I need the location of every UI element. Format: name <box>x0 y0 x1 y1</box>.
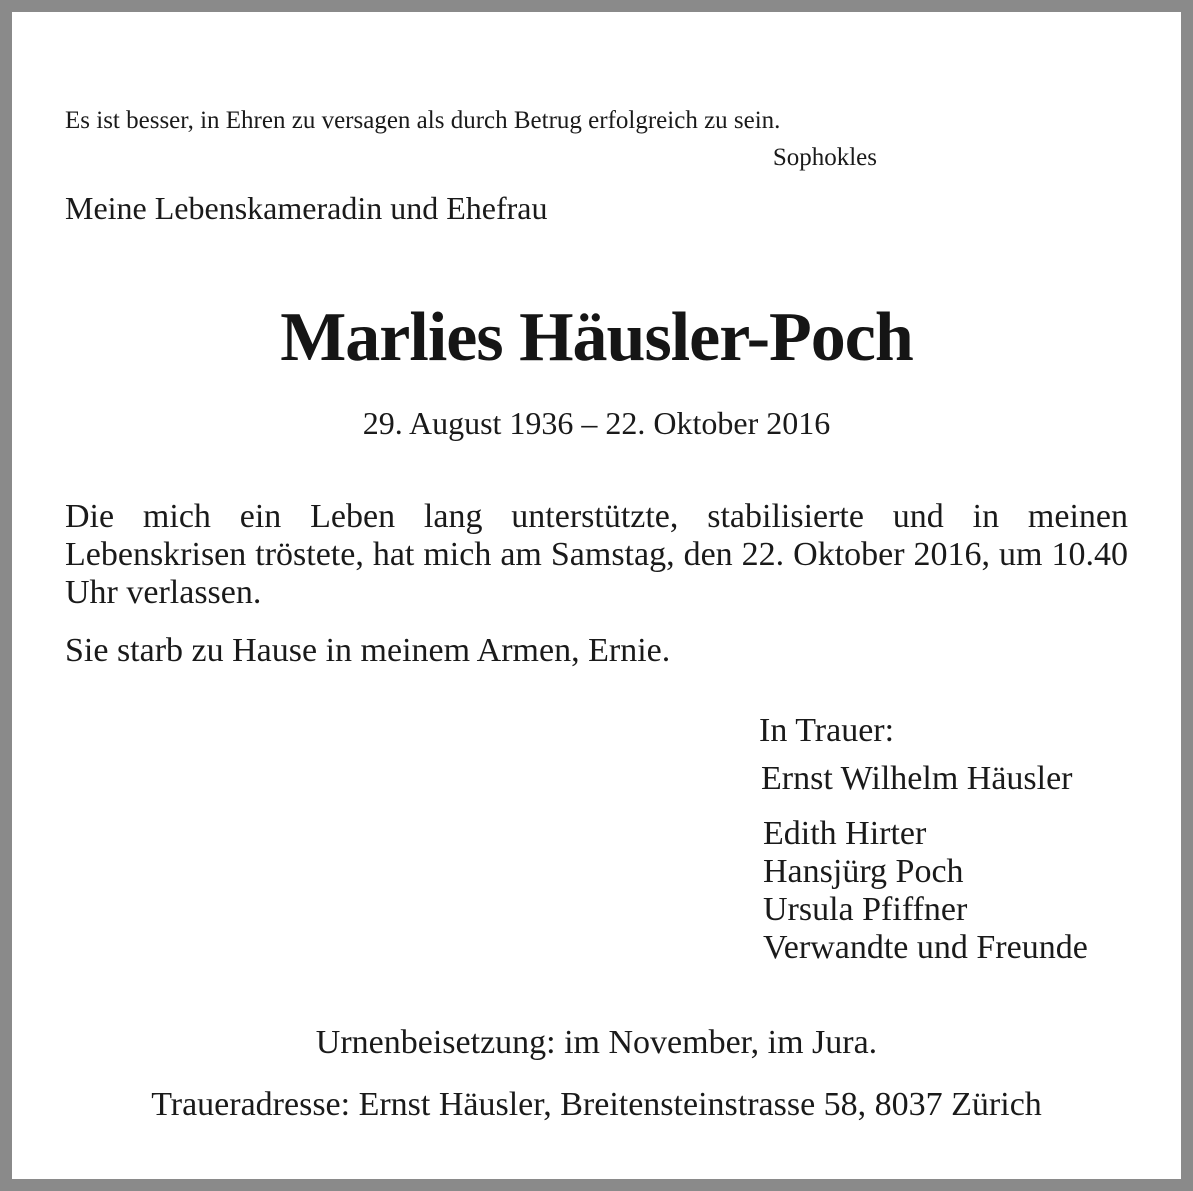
body-paragraph-1: Die mich ein Leben lang unterstützte, stabilisierte und in meinen Lebenskrisen tröstete, hat mich am Samstag, den 22. Oktober 2016, um 10.40 Uhr verlassen. <box>65 498 1128 611</box>
mourner-name: Verwandte und Freunde <box>763 929 1088 966</box>
mourner-name: Edith Hirter <box>763 815 927 852</box>
mourners-heading: In Trauer: <box>759 712 895 749</box>
body-paragraph-2: Sie starb zu Hause in meinem Armen, Ernie. <box>65 632 671 669</box>
mourner-name: Hansjürg Poch <box>763 853 964 890</box>
life-dates: 29. August 1936 – 22. Oktober 2016 <box>362 405 831 441</box>
deceased-name: Marlies Häusler-Poch <box>280 299 913 376</box>
mourner-name: Ursula Pfiffner <box>763 891 968 928</box>
intro-line: Meine Lebenskameradin und Ehefrau <box>65 190 548 226</box>
mourners-list <box>763 815 1088 967</box>
burial-info: Urnenbeisetzung: im November, im Jura. <box>315 1024 878 1061</box>
obituary-notice <box>12 12 1181 1179</box>
epigraph-author: Sophokles <box>772 144 877 171</box>
mourning-address: Traueradresse: Ernst Häusler, Breitensteinstrasse 58, 8037 Zürich <box>151 1086 1042 1123</box>
mourner-primary: Ernst Wilhelm Häusler <box>761 760 1073 797</box>
epigraph-quote: Es ist besser, in Ehren zu versagen als durch Betrug erfolgreich zu sein. <box>65 107 781 134</box>
